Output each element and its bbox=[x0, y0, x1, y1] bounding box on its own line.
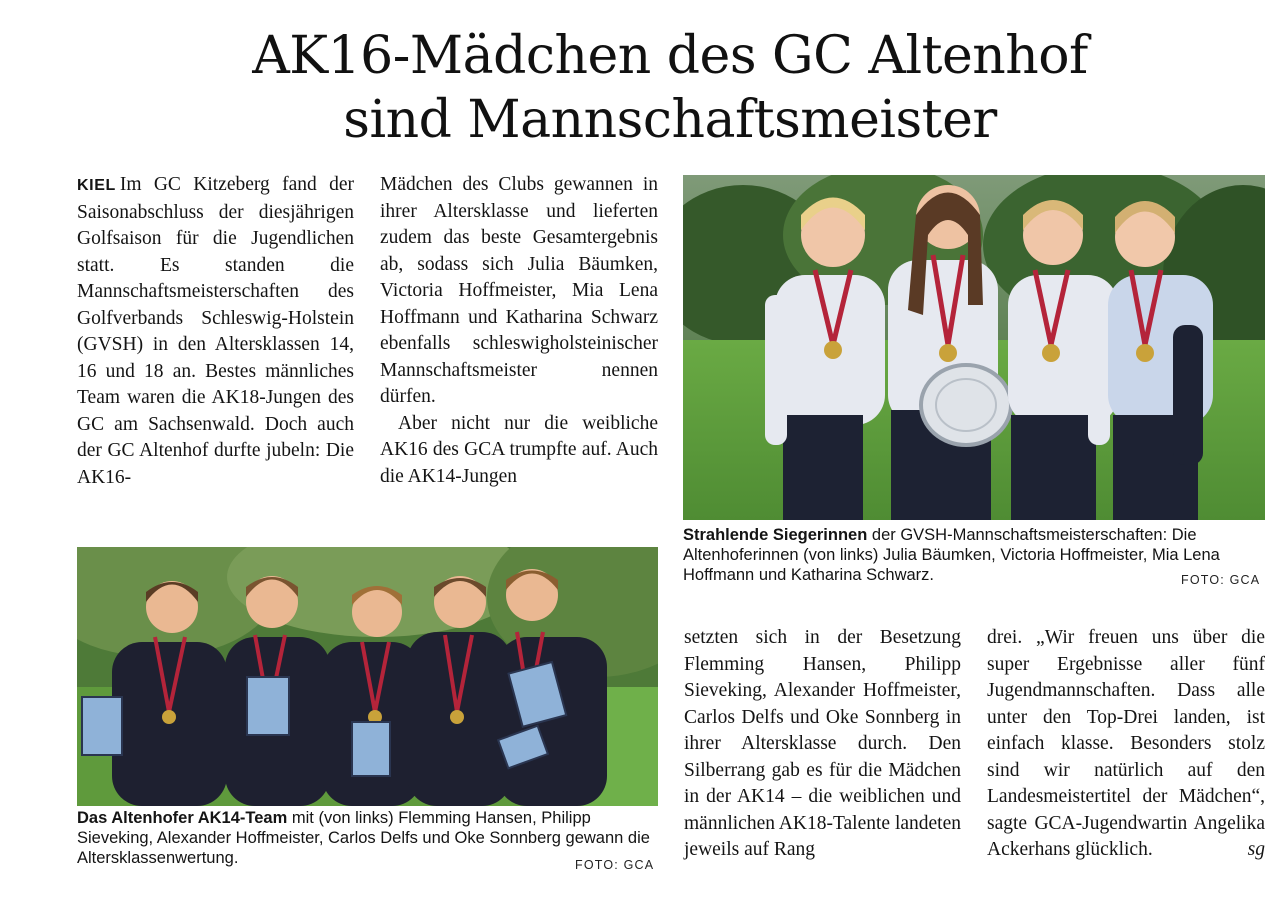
column-2-paragraph-2: Aber nicht nur die weibliche AK16 des GCA trumpfte auf. Auch die AK14-Jungen bbox=[380, 412, 658, 487]
photo-girls-team bbox=[683, 175, 1265, 520]
headline bbox=[0, 24, 1280, 152]
column-3-text: setzten sich in der Besetzung Flemming Hansen, Philipp Sieveking, Alexander Hoffmeister, Carlos Delfs und Oke Sonnberg in ihrer Altersklasse durch. Den Silberrang gab es für die Mädchen in der AK14 – die weiblichen und männlichen AK18-Talente landeten jeweils auf Rang bbox=[684, 627, 961, 860]
caption-boys-lead: Das Altenhofer AK14-Team bbox=[77, 809, 288, 827]
photo-girls-credit: FOTO: GCA bbox=[1181, 573, 1261, 587]
article-column-2 bbox=[380, 172, 658, 490]
article-column-3 bbox=[684, 625, 961, 864]
caption-boys-text: mit (von links) Flemming Hansen, Philipp Sieveking, Alexander Hoffmeister, Carlos Delfs und Oke Sonnberg gewann die Altersklassenwertung. bbox=[77, 809, 650, 867]
photo-boys-team bbox=[77, 547, 658, 806]
photo-boys-credit: FOTO: GCA bbox=[575, 858, 655, 872]
article-column-4 bbox=[987, 625, 1265, 864]
headline-line-1: AK16-Mädchen des GC Altenhof bbox=[252, 26, 1088, 86]
dateline: KIEL bbox=[77, 177, 116, 194]
headline-line-2: sind Mannschaftsmeister bbox=[343, 90, 997, 150]
author-signature: sg bbox=[1247, 839, 1265, 860]
caption-girls-text: der GVSH-Mannschaftsmeisterschaften: Die Altenhoferinnen (von links) Julia Bäumken, Victoria Hoffmeister, Mia Lena Hoffmann und Katharina Schwarz. bbox=[683, 526, 1220, 584]
column-4-text: drei. „Wir freuen uns über die super Ergebnisse aller fünf Jugendmannschaften. Dass alle unter den Top-Drei landen, ist einfach klasse. Besonders stolz sind wir natürlich auf den Landesmeistertitel der Mädchen“, sagte GCA-Jugendwartin Angelika Ackerhans glücklich. bbox=[987, 627, 1265, 860]
column-2-paragraph-1: Mädchen des Clubs gewannen in ihrer Altersklasse und lieferten zudem das beste Gesamtergebnis ab, sodass sich Julia Bäumken, Victoria Hoffmeister, Mia Lena Hoffmann und Katharina Schwarz ebenfalls schleswigholsteinischer Mannschaftsmeister nennen dürfen. bbox=[380, 174, 658, 407]
article-column-1 bbox=[77, 172, 354, 491]
column-1-text: Im GC Kitzeberg fand der Saisonabschluss der diesjährigen Golfsaison für die Jugendlichen statt. Es standen die Mannschaftsmeisterschaften des Golfverbands Schleswig-Holstein (GVSH) in den Altersklassen 14, 16 und 18 an. Bestes männliches Team waren die AK18-Jungen des GC am Sachsenwald. Doch auch der GC Altenhof durfte jubeln: Die AK16- bbox=[77, 174, 354, 488]
caption-girls-lead: Strahlende Siegerinnen bbox=[683, 526, 868, 544]
